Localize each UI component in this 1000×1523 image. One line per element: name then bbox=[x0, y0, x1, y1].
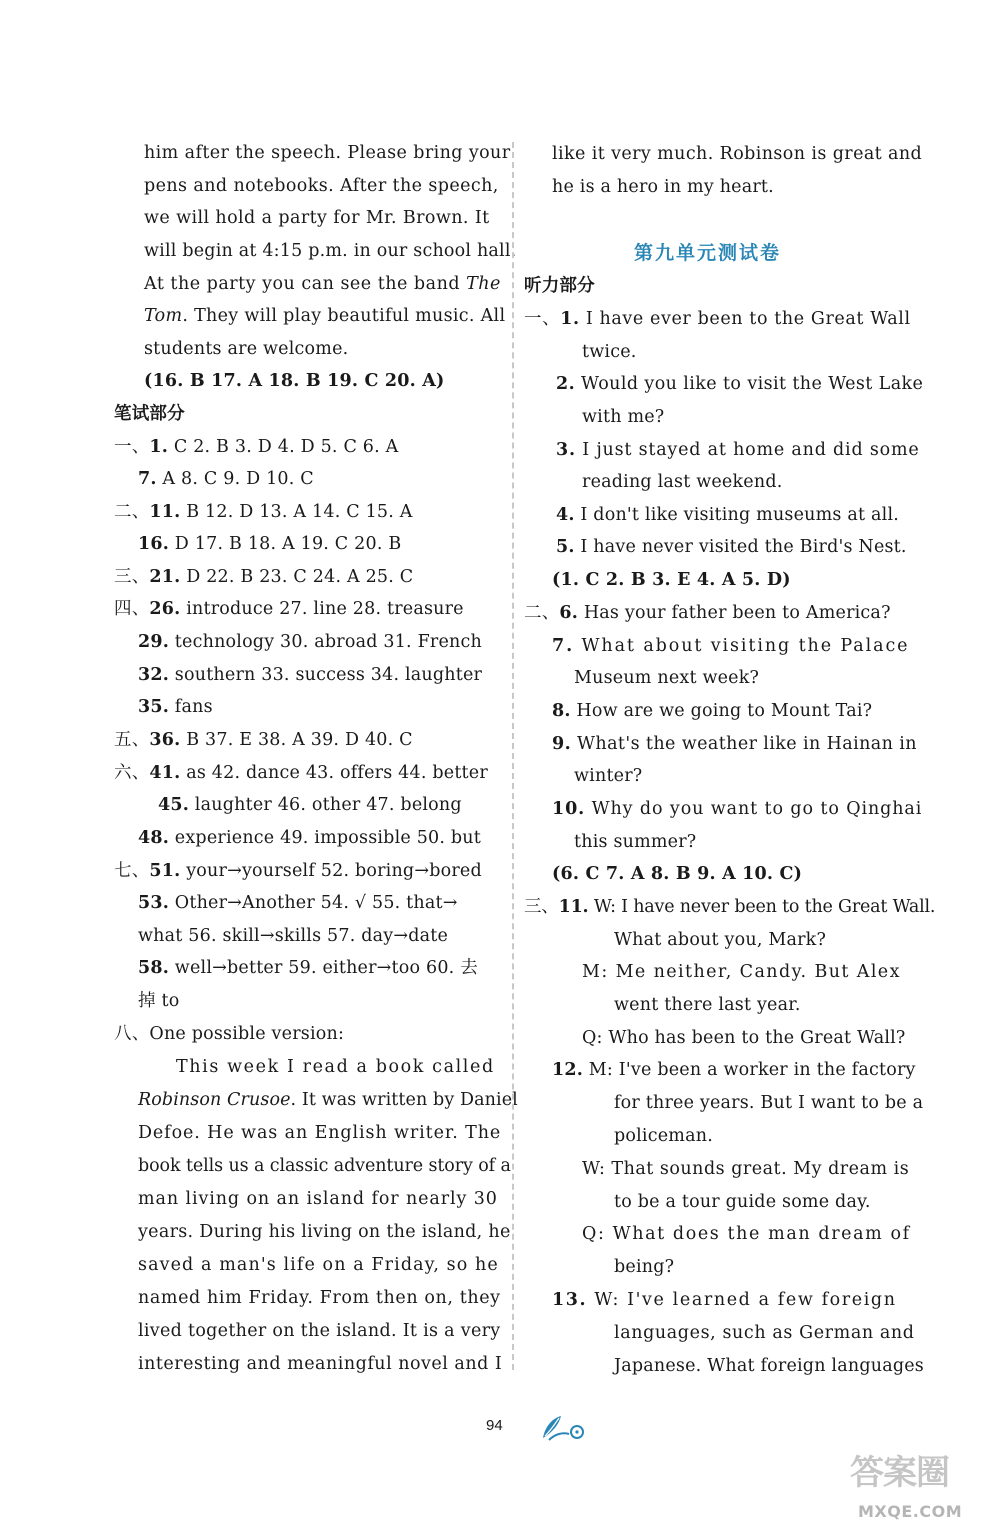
answer-key-line: (1. C 2. B 3. E 4. A 5. D) bbox=[552, 570, 791, 590]
question-number: 5. bbox=[556, 537, 575, 557]
question-number: 8. bbox=[552, 701, 571, 721]
text-line: will begin at 4:15 p.m. in our school hall. bbox=[144, 241, 517, 261]
transcript-line: languages, such as German and bbox=[614, 1323, 915, 1343]
answer-key-line: 58. well→better 59. either→too 60. 去 bbox=[138, 958, 478, 978]
question-number: 32. bbox=[138, 665, 170, 685]
answer-key-line: 五、36. B 37. E 38. A 39. D 40. C bbox=[114, 730, 413, 750]
transcript-line: for three years. But I want to be a bbox=[614, 1093, 924, 1113]
question-number: 2. bbox=[556, 374, 576, 394]
transcript-line: M: Me neither, Candy. But Alex bbox=[582, 962, 901, 982]
transcript-line: 13. W: I've learned a few foreign bbox=[552, 1290, 897, 1310]
essay-line: he is a hero in my heart. bbox=[552, 177, 774, 197]
question-number: 10. bbox=[552, 799, 586, 819]
transcript-line: this summer? bbox=[574, 832, 697, 852]
italic-title: Robinson Crusoe bbox=[138, 1090, 291, 1110]
transcript-line: 2. Would you like to visit the West Lake bbox=[556, 374, 924, 394]
question-number: 36. bbox=[149, 730, 181, 750]
transcript-line: W: That sounds great. My dream is bbox=[582, 1159, 910, 1179]
answer-key-line: 29. technology 30. abroad 31. French bbox=[138, 632, 482, 652]
question-number: 48. bbox=[138, 828, 170, 848]
essay-line: man living on an island for nearly 30 bbox=[138, 1189, 498, 1209]
text-line: him after the speech. Please bring your bbox=[144, 143, 511, 163]
section-heading: 笔试部分 bbox=[114, 404, 185, 424]
answer-key-line: 三、21. D 22. B 23. C 24. A 25. C bbox=[114, 567, 414, 587]
question-number: 51. bbox=[149, 861, 181, 881]
transcript-line: with me? bbox=[582, 407, 665, 427]
question-number: 13. bbox=[552, 1290, 588, 1310]
question-number: 4. bbox=[556, 505, 575, 525]
transcript-line: Japanese. What foreign languages bbox=[614, 1356, 924, 1376]
unit-test-title: 第九单元测试卷 bbox=[634, 242, 782, 264]
question-number: 1. bbox=[149, 437, 169, 457]
watermark-logo: 答案圈 bbox=[850, 1453, 949, 1493]
question-number: 1. bbox=[560, 309, 580, 329]
question-number: 26. bbox=[149, 599, 181, 619]
watermark-site: MXQE.COM bbox=[858, 1502, 963, 1521]
answer-key-line: 35. fans bbox=[138, 697, 213, 717]
answer-key-line: 七、51. your→yourself 52. boring→bored bbox=[114, 861, 482, 881]
question-number: 58. bbox=[138, 958, 170, 978]
text-line: pens and notebooks. After the speech, bbox=[144, 176, 499, 196]
answer-key-line: what 56. skill→skills 57. day→date bbox=[138, 926, 449, 946]
transcript-line: twice. bbox=[582, 342, 637, 362]
transcript-line: 5. I have never visited the Bird's Nest. bbox=[556, 537, 907, 557]
transcript-line: 7. What about visiting the Palace bbox=[552, 636, 910, 656]
transcript-line: 3. I just stayed at home and did some bbox=[556, 440, 920, 460]
transcript-line: 一、1. I have ever been to the Great Wall bbox=[524, 309, 911, 329]
section-heading: 八、One possible version: bbox=[114, 1024, 345, 1044]
leaf-swirl-icon bbox=[539, 1412, 587, 1446]
question-number: 11. bbox=[149, 502, 181, 522]
question-number: 6. bbox=[559, 603, 579, 623]
transcript-line: reading last weekend. bbox=[582, 472, 783, 492]
transcript-line: Museum next week? bbox=[574, 668, 760, 688]
transcript-line: 三、11. W: I have never been to the Great Wall. bbox=[524, 897, 936, 917]
watermark bbox=[850, 1445, 995, 1523]
text-line: we will hold a party for Mr. Brown. It bbox=[144, 208, 490, 228]
answer-key-line: 7. A 8. C 9. D 10. C bbox=[138, 469, 314, 489]
transcript-line: to be a tour guide some day. bbox=[614, 1192, 871, 1212]
answer-key-line: 四、26. introduce 27. line 28. treasure bbox=[114, 599, 464, 619]
transcript-line: being? bbox=[614, 1257, 675, 1277]
transcript-line: What about you, Mark? bbox=[614, 930, 827, 950]
question-number: 9. bbox=[552, 734, 572, 754]
question-number: 7. bbox=[138, 469, 157, 489]
text-line: At the party you can see the band The bbox=[144, 274, 501, 294]
transcript-line: 12. M: I've been a worker in the factory bbox=[552, 1060, 916, 1080]
answer-key-line: (6. C 7. A 8. B 9. A 10. C) bbox=[552, 864, 803, 884]
essay-line: Robinson Crusoe. It was written by Daniel bbox=[138, 1090, 518, 1110]
answer-key-line: 53. Other→Another 54. √ 55. that→ bbox=[138, 893, 458, 913]
transcript-line: winter? bbox=[574, 766, 643, 786]
page-number: 94 bbox=[486, 1417, 503, 1434]
text-line: Tom. They will play beautiful music. All bbox=[144, 306, 506, 326]
italic-title: Tom bbox=[144, 306, 183, 326]
transcript-line: 二、6. Has your father been to America? bbox=[524, 603, 891, 623]
transcript-line: 9. What's the weather like in Hainan in bbox=[552, 734, 917, 754]
essay-line: This week I read a book called bbox=[176, 1057, 495, 1077]
answer-key-line: 掉 to bbox=[138, 991, 180, 1011]
question-number: 11. bbox=[558, 897, 589, 917]
answer-key-line: 48. experience 49. impossible 50. but bbox=[138, 828, 482, 848]
question-number: 45. bbox=[158, 795, 190, 815]
transcript-line: 8. How are we going to Mount Tai? bbox=[552, 701, 873, 721]
transcript-line: 10. Why do you want to go to Qinghai bbox=[552, 799, 923, 819]
essay-line: Defoe. He was an English writer. The bbox=[138, 1123, 502, 1143]
transcript-line: Q: What does the man dream of bbox=[582, 1224, 911, 1244]
answer-key-line: 一、1. C 2. B 3. D 4. D 5. C 6. A bbox=[114, 437, 399, 457]
essay-line: named him Friday. From then on, they bbox=[138, 1288, 501, 1308]
question-number: 21. bbox=[149, 567, 181, 587]
question-number: 29. bbox=[138, 632, 170, 652]
question-number: 7. bbox=[552, 636, 575, 656]
essay-line: interesting and meaningful novel and I bbox=[138, 1354, 503, 1374]
essay-line: lived together on the island. It is a very bbox=[138, 1321, 501, 1341]
italic-title: The bbox=[466, 274, 501, 294]
transcript-line: policeman. bbox=[614, 1126, 713, 1146]
question-number: 35. bbox=[138, 697, 170, 717]
essay-line: years. During his living on the island, he bbox=[138, 1222, 511, 1242]
essay-line: saved a man's life on a Friday, so he bbox=[138, 1255, 499, 1275]
question-number: 16. bbox=[138, 534, 170, 554]
section-heading: 听力部分 bbox=[524, 276, 595, 296]
answer-key-line: 六、41. as 42. dance 43. offers 44. better bbox=[114, 763, 488, 783]
answer-key-line: 16. D 17. B 18. A 19. C 20. B bbox=[138, 534, 402, 554]
answer-key-line: 32. southern 33. success 34. laughter bbox=[138, 665, 483, 685]
scan-top-edge bbox=[0, 0, 1000, 10]
question-number: 41. bbox=[149, 763, 181, 783]
question-number: 12. bbox=[552, 1060, 584, 1080]
transcript-line: went there last year. bbox=[614, 995, 801, 1015]
essay-line: book tells us a classic adventure story of a bbox=[138, 1156, 511, 1176]
answer-key-line: (16. B 17. A 18. B 19. C 20. A) bbox=[144, 371, 445, 391]
answer-key-line: 45. laughter 46. other 47. belong bbox=[158, 795, 462, 815]
transcript-line: 4. I don't like visiting museums at all. bbox=[556, 505, 899, 525]
transcript-line: Q: Who has been to the Great Wall? bbox=[582, 1028, 906, 1048]
question-number: 3. bbox=[556, 440, 576, 460]
column-divider bbox=[512, 142, 514, 1370]
question-number: 53. bbox=[138, 893, 170, 913]
essay-line: like it very much. Robinson is great and bbox=[552, 144, 923, 164]
answer-key-line: 二、11. B 12. D 13. A 14. C 15. A bbox=[114, 502, 413, 522]
text-line: students are welcome. bbox=[144, 339, 349, 359]
